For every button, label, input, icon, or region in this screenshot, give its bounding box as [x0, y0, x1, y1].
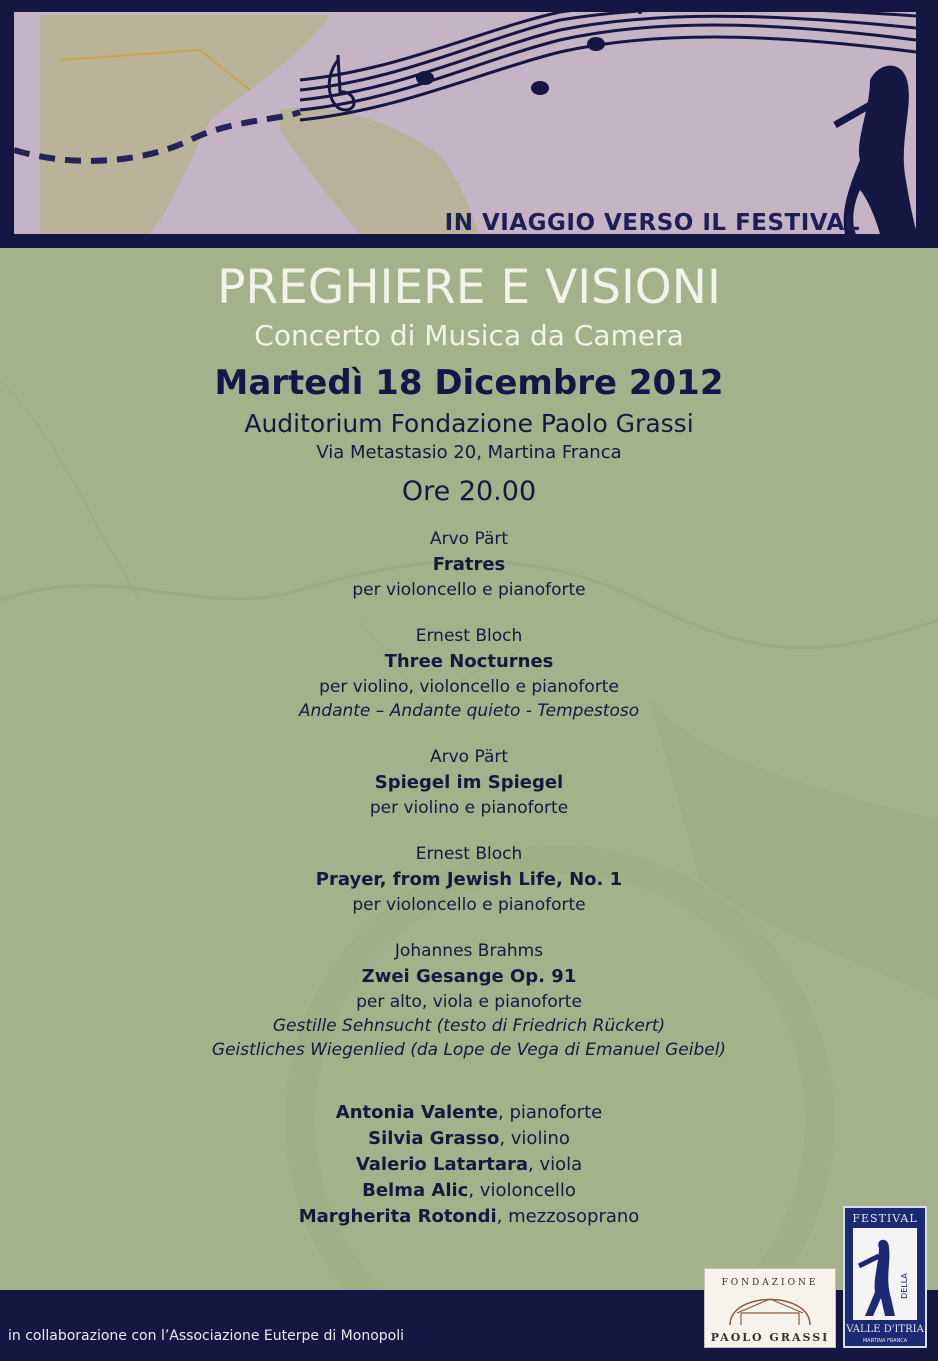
program-item [0, 939, 938, 1062]
instrumentation: per violino e pianoforte [369, 798, 569, 818]
fondazione-paolo-grassi-logo [704, 1268, 836, 1348]
performer [0, 1100, 938, 1126]
festival-bottom-text: VALLE D'ITRIA [846, 1324, 924, 1335]
concert-date: Martedì 18 Dicembre 2012 [214, 363, 724, 403]
performer [0, 1178, 938, 1204]
grassi-ring-text: FONDAZIONE [721, 1278, 819, 1288]
concert-title: PREGHIERE E VISIONI [217, 260, 721, 315]
festival-della-text: DELLA [900, 1273, 909, 1299]
grassi-logo-mark [705, 1269, 835, 1347]
performers-list [0, 1100, 938, 1230]
banner-title: IN VIAGGIO VERSO IL FESTIVAL [444, 210, 860, 236]
performer-name: Antonia Valente [335, 1102, 498, 1123]
composer-name: Johannes Brahms [394, 941, 544, 961]
instrumentation: per violoncello e pianoforte [352, 895, 586, 915]
performer [0, 1126, 938, 1152]
festival-sub-text: MARTINA FRANCA [862, 1338, 908, 1344]
work-title: Zwei Gesange Op. 91 [361, 966, 577, 987]
concert-details [0, 260, 938, 1230]
program-list [0, 527, 938, 1062]
movements: Gestille Sehnsucht (testo di Friedrich Rückert) [272, 1016, 666, 1036]
performer-role: , pianoforte [498, 1102, 603, 1123]
concert-time: Ore 20.00 [401, 476, 537, 507]
program-item [0, 624, 938, 723]
work-title: Fratres [432, 554, 506, 575]
performer-role: , viola [528, 1154, 583, 1175]
program-item [0, 745, 938, 820]
festival-valle-d-itria-logo [843, 1206, 927, 1348]
work-title: Spiegel im Spiegel [374, 772, 564, 793]
concert-subtitle: Concerto di Musica da Camera [254, 319, 684, 352]
performer-name: Margherita Rotondi [298, 1206, 497, 1227]
concert-venue: Auditorium Fondazione Paolo Grassi [244, 409, 694, 438]
performer [0, 1204, 938, 1230]
instrumentation: per violino, violoncello e pianoforte [319, 677, 619, 697]
header-banner [0, 0, 938, 248]
collaboration-note: in collaborazione con l’Associazione Euterpe di Monopoli [8, 1328, 404, 1344]
performer-name: Silvia Grasso [368, 1128, 500, 1149]
program-item [0, 527, 938, 602]
composer-name: Ernest Bloch [415, 844, 523, 864]
composer-name: Arvo Pärt [429, 529, 509, 549]
festival-logo-mark [845, 1208, 925, 1346]
composer-name: Arvo Pärt [429, 747, 509, 767]
performer-role: , violino [499, 1128, 570, 1149]
work-title: Prayer, from Jewish Life, No. 1 [315, 869, 623, 890]
performer-role: , violoncello [468, 1180, 576, 1201]
performer-role: , mezzosoprano [496, 1206, 640, 1227]
festival-top-text: FESTIVAL [852, 1212, 918, 1225]
movements: Geistliches Wiegenlied (da Lope de Vega di Emanuel Geibel) [211, 1040, 727, 1060]
program-item [0, 842, 938, 917]
instrumentation: per violoncello e pianoforte [352, 580, 586, 600]
performer [0, 1152, 938, 1178]
grassi-name: PAOLO GRASSI [710, 1331, 830, 1344]
concert-address: Via Metastasio 20, Martina Franca [316, 442, 622, 463]
composer-name: Ernest Bloch [415, 626, 523, 646]
movements: Andante – Andante quieto - Tempestoso [298, 701, 640, 721]
performer-name: Belma Alic [362, 1180, 469, 1201]
instrumentation: per alto, viola e pianoforte [356, 992, 582, 1012]
performer-name: Valerio Latartara [355, 1154, 529, 1175]
work-title: Three Nocturnes [384, 651, 554, 672]
